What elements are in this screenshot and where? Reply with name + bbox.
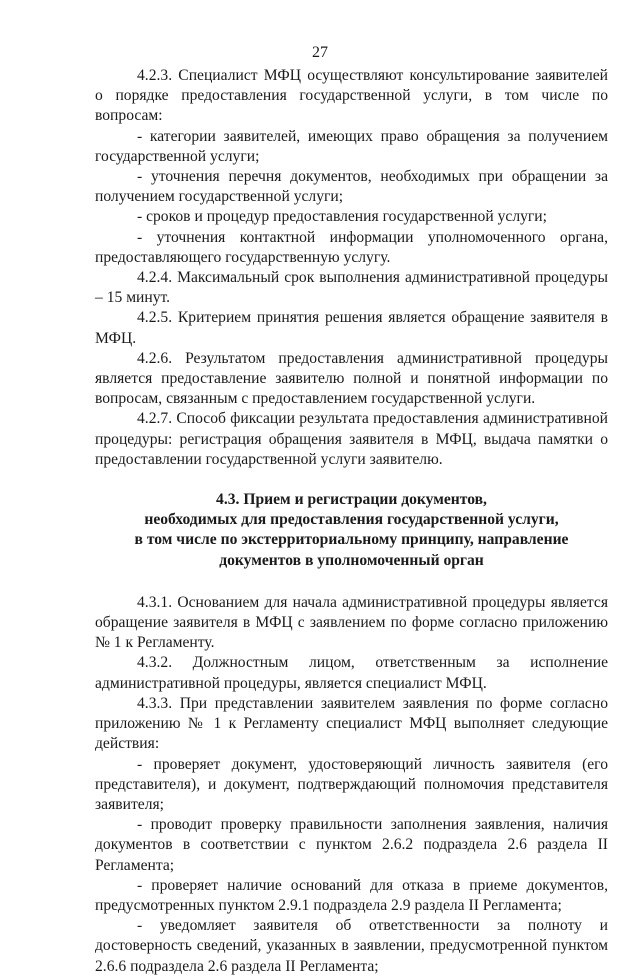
section-4-3-paragraphs xyxy=(95,593,608,977)
paragraph-p433b: - проводит проверку правильности заполнения заявления, наличия документов в соответствии с пунктом 2.6.2 подраздела 2.6 раздела II Регламента; xyxy=(95,816,608,874)
paragraph-p433: 4.3.3. При представлении заявителем заявления по форме согласно приложению № 1 к Регламенту специалист МФЦ выполняет следующие действия: xyxy=(95,694,608,753)
section-heading-line: необходимых для предоставления государственной услуги, xyxy=(144,511,559,529)
paragraph-p424: 4.2.4. Максимальный срок выполнения административной процедуры – 15 минут. xyxy=(95,269,608,307)
paragraph-p431: 4.3.1. Основанием для начала административной процедуры является обращение заявителя в МФЦ с заявлением по форме согласно приложению № 1 к Регламенту. xyxy=(95,593,608,652)
paragraph-p433d: - уведомляет заявителя об ответственности за полноту и достоверность сведений, указанных в заявлении, предусмотренной пунктом 2.6.6 подраздела 2.6 раздела II Регламента; xyxy=(95,917,608,975)
page-number: 27 xyxy=(312,44,328,61)
paragraph-p423a: - категории заявителей, имеющих право обращения за получением государственной услуги; xyxy=(95,127,608,165)
section-heading-line: документов в уполномоченный орган xyxy=(219,551,484,569)
paragraph-p423: 4.2.3. Специалист МФЦ осуществляют консультирование заявителей о порядке предоставления государственной услуги, в том числе по вопросам: xyxy=(95,67,608,125)
paragraph-p425: 4.2.5. Критерием принятия решения является обращение заявителя в МФЦ. xyxy=(95,309,608,347)
section-heading-line: в том числе по экстерриториальному принципу, направление xyxy=(134,531,569,549)
paragraph-p423c: - сроков и процедур предоставления государственной услуги; xyxy=(137,208,547,226)
section-heading-line: 4.3. Прием и регистрации документов, xyxy=(216,491,487,509)
paragraph-p426: 4.2.6. Результатом предоставления административной процедуры является предоставление заявителю полной и понятной информации по вопросам, связанным с предоставлением государственной услуги. xyxy=(95,349,608,408)
paragraph-p423b: - уточнения перечня документов, необходимых при обращении за получением государственной услуги; xyxy=(95,168,608,206)
paragraph-p427: 4.2.7. Способ фиксации результата предоставления административной процедуры: регистрация обращения заявителя в МФЦ, выдача памятки о предоставлении государственной услуги заявителю. xyxy=(95,410,608,468)
section-4-2-paragraphs xyxy=(95,66,608,470)
paragraph-p432: 4.3.2. Должностным лицом, ответственным за исполнение административной процедуры, является специалист МФЦ. xyxy=(95,654,608,692)
section-heading xyxy=(95,490,608,571)
paragraph-p423d: - уточнения контактной информации уполномоченного органа, предоставляющего государственную услугу. xyxy=(95,228,608,266)
paragraph-p433c: - проверяет наличие оснований для отказа в приеме документов, предусмотренных пунктом 2.9.1 подраздела 2.9 раздела II Регламента; xyxy=(95,876,608,914)
page-body xyxy=(95,66,608,977)
paragraph-p433a: - проверяет документ, удостоверяющий личность заявителя (его представителя), и документ, подтверждающий полномочия представителя заявителя; xyxy=(95,755,608,813)
